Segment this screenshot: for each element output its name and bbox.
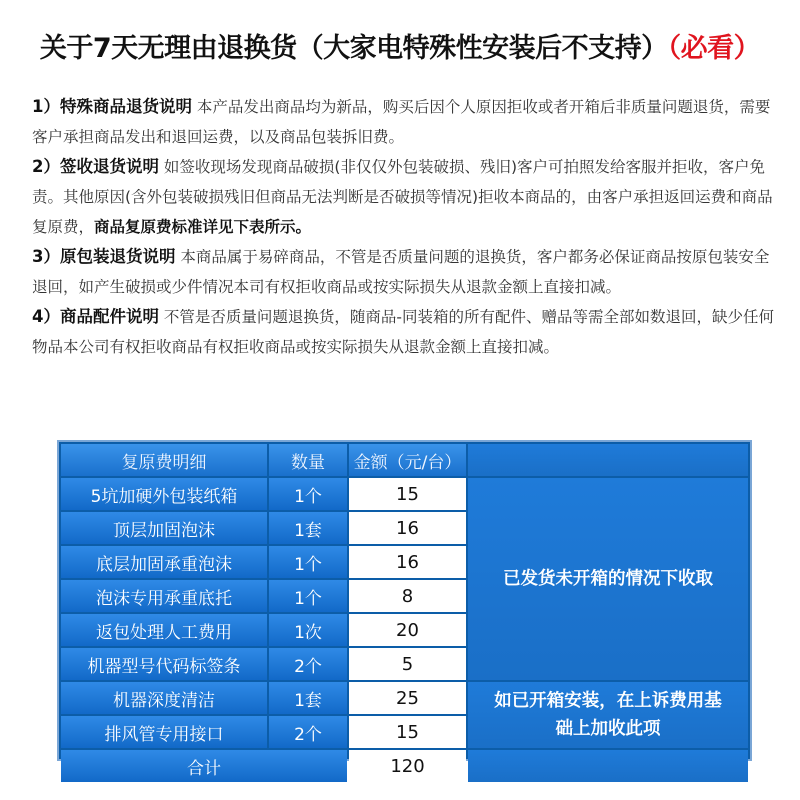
table-total-row — [61, 750, 748, 782]
row-qty: 1个 — [269, 478, 347, 510]
table-row — [61, 478, 748, 510]
header-note-cell — [468, 444, 748, 476]
row-amount: 20 — [349, 614, 466, 646]
title-highlight: （必看） — [667, 33, 761, 64]
row-amount: 25 — [349, 682, 466, 714]
header-item: 复原费明细 — [61, 444, 267, 476]
row-name: 底层加固承重泡沫 — [61, 546, 267, 578]
section-head: 3）原包装退货说明 — [32, 247, 176, 266]
row-amount: 5 — [349, 648, 466, 680]
row-amount: 16 — [349, 512, 466, 544]
row-qty: 2个 — [269, 648, 347, 680]
row-amount: 15 — [349, 478, 466, 510]
row-qty: 2个 — [269, 716, 347, 748]
row-qty: 1次 — [269, 614, 347, 646]
section-original-package — [32, 242, 777, 302]
row-name: 泡沫专用承重底托 — [61, 580, 267, 612]
section-head: 1）特殊商品退货说明 — [32, 97, 192, 116]
header-qty: 数量 — [269, 444, 347, 476]
row-qty: 1套 — [269, 682, 347, 714]
row-qty: 1套 — [269, 512, 347, 544]
note-unopened: 已发货未开箱的情况下收取 — [468, 478, 748, 680]
row-amount: 16 — [349, 546, 466, 578]
section-text: 本商品属于易碎商品，不管是否质量问题的退换货，客户都务必保证商品按原包装安全退回，如产生破损或少件情况本司有权拒收商品或按实际损失从退款金额上直接扣减。 — [32, 248, 770, 296]
title-main: 关于7天无理由退换货（大家电特殊性安装后不支持） — [39, 33, 668, 64]
total-note-cell — [468, 750, 748, 782]
row-name: 返包处理人工费用 — [61, 614, 267, 646]
section-text: 不管是否质量问题退换货，随商品-同装箱的所有配件、赠品等需全部如数退回，缺少任何物品本公司有权拒收商品有权拒收商品或按实际损失从退款金额上直接扣减。 — [32, 308, 775, 356]
row-qty: 1个 — [269, 580, 347, 612]
row-name: 顶层加固泡沫 — [61, 512, 267, 544]
section-text: 本产品发出商品均为新品，购买后因个人原因拒收或者开箱后非质量问题退货，需要客户承担商品发出和退回运费，以及商品包装拆旧费。 — [32, 98, 771, 146]
table-row — [61, 682, 748, 714]
section-head: 2）签收退货说明 — [32, 157, 159, 176]
row-name: 机器深度清洁 — [61, 682, 267, 714]
table-header-row — [61, 444, 748, 476]
section-head: 4）商品配件说明 — [32, 307, 159, 326]
row-amount: 15 — [349, 716, 466, 748]
row-name: 机器型号代码标签条 — [61, 648, 267, 680]
section-accessories — [32, 302, 777, 362]
row-amount: 8 — [349, 580, 466, 612]
section-special-goods — [32, 92, 777, 152]
restoration-fee-table — [57, 440, 752, 779]
total-amount: 120 — [349, 750, 466, 782]
page-title — [0, 26, 800, 65]
header-amount: 金额（元/台） — [349, 444, 466, 476]
section-signing-return — [32, 152, 777, 242]
row-qty: 1个 — [269, 546, 347, 578]
row-name: 5坑加硬外包装纸箱 — [61, 478, 267, 510]
note-opened: 如已开箱安装，在上诉费用基础上加收此项 — [468, 682, 748, 748]
row-name: 排风管专用接口 — [61, 716, 267, 748]
policy-sections — [32, 92, 777, 362]
section-text: 如签收现场发现商品破损(非仅仅外包装破损、残旧)客户可拍照发给客服并拒收，客户免责。其他原因(含外包装破损残旧但商品无法判断是否破损等情况)拒收本商品的，由客户承担返回运费和商品复原费， — [32, 158, 773, 236]
section-emphasis: 商品复原费标准详见下表所示。 — [94, 218, 312, 236]
total-label: 合计 — [61, 750, 347, 782]
